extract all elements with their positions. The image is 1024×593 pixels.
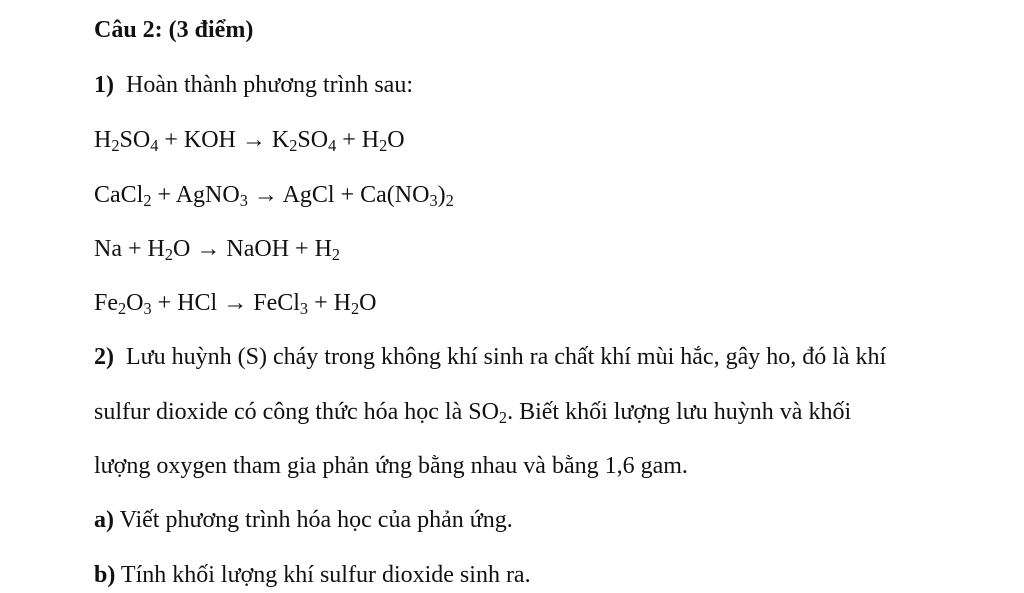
- equation-4: [94, 288, 376, 318]
- reactant-formula: $H_2SO_4$: [94, 127, 159, 156]
- reactant-formula: AgNO$_3$: [175, 182, 248, 211]
- reactant-formula: CaCl$_2$: [94, 182, 152, 211]
- plus-sign: +: [336, 127, 362, 153]
- part2-text-sub: 2: [498, 408, 508, 428]
- plus-sign: +: [289, 236, 315, 262]
- part2-line-3: lượng oxygen tham gia phản ứng bằng nhau và bằng 1,6 gam.: [94, 453, 688, 479]
- plus-sign: +: [158, 127, 184, 153]
- plus-sign: +: [151, 290, 178, 316]
- question-a-text: Viết phương trình hóa học của phản ứng.: [119, 507, 513, 533]
- equation-1: [94, 125, 405, 155]
- plus-sign: +: [151, 182, 176, 208]
- product-formula: NaOH: [226, 236, 290, 262]
- reactant-formula: $H_2O$: [147, 236, 191, 265]
- reactant-formula: HCl: [177, 290, 218, 316]
- reactant-formula: Na: [94, 236, 122, 262]
- question-b: [94, 560, 531, 590]
- reaction-arrow: →: [217, 290, 254, 316]
- part2-line-1: [94, 342, 886, 372]
- part1-text: Hoàn thành phương trình sau:: [126, 72, 413, 98]
- reactant-formula: KOH: [183, 127, 236, 153]
- product-formula: AgCl: [282, 182, 335, 208]
- part2-text-line-2b: . Biết khối lượng lưu huỳnh và khối: [507, 399, 852, 425]
- product-formula: $H_2O$: [333, 290, 377, 319]
- part2-line-2: [94, 397, 851, 427]
- reaction-arrow: →: [190, 236, 227, 262]
- equation-2: [94, 180, 454, 210]
- plus-sign: +: [334, 182, 361, 208]
- question-a: [94, 505, 513, 535]
- product-formula: $K_2SO_4$: [271, 127, 337, 156]
- question-b-text: Tính khối lượng khí sulfur dioxide sinh ra.: [120, 562, 531, 588]
- reaction-arrow: →: [235, 127, 272, 153]
- question-a-label: a): [94, 507, 114, 533]
- page-title: Câu 2: (3 điểm): [94, 17, 254, 43]
- equation-3: [94, 234, 340, 264]
- part1-number: 1): [94, 72, 114, 98]
- plus-sign: +: [308, 290, 334, 316]
- part2-text-line-2a: sulfur dioxide có công thức hóa học là SO: [94, 399, 499, 425]
- product-formula: $H_2O$: [361, 127, 405, 156]
- part2-number: 2): [94, 344, 114, 370]
- reactant-formula: $Fe_2O_3$: [94, 290, 152, 319]
- question-b-label: b): [94, 562, 116, 588]
- product-formula: $H_2$: [314, 236, 341, 265]
- product-formula: FeCl$_3$: [253, 290, 309, 319]
- part1-heading: [94, 70, 413, 100]
- plus-sign: +: [121, 236, 148, 262]
- product-formula: $Ca(NO_3)_2$: [360, 182, 454, 211]
- reaction-arrow: →: [247, 182, 283, 208]
- part2-text-line-1: Lưu huỳnh (S) cháy trong không khí sinh ra chất khí mùi hắc, gây ho, đó là khí: [126, 344, 887, 370]
